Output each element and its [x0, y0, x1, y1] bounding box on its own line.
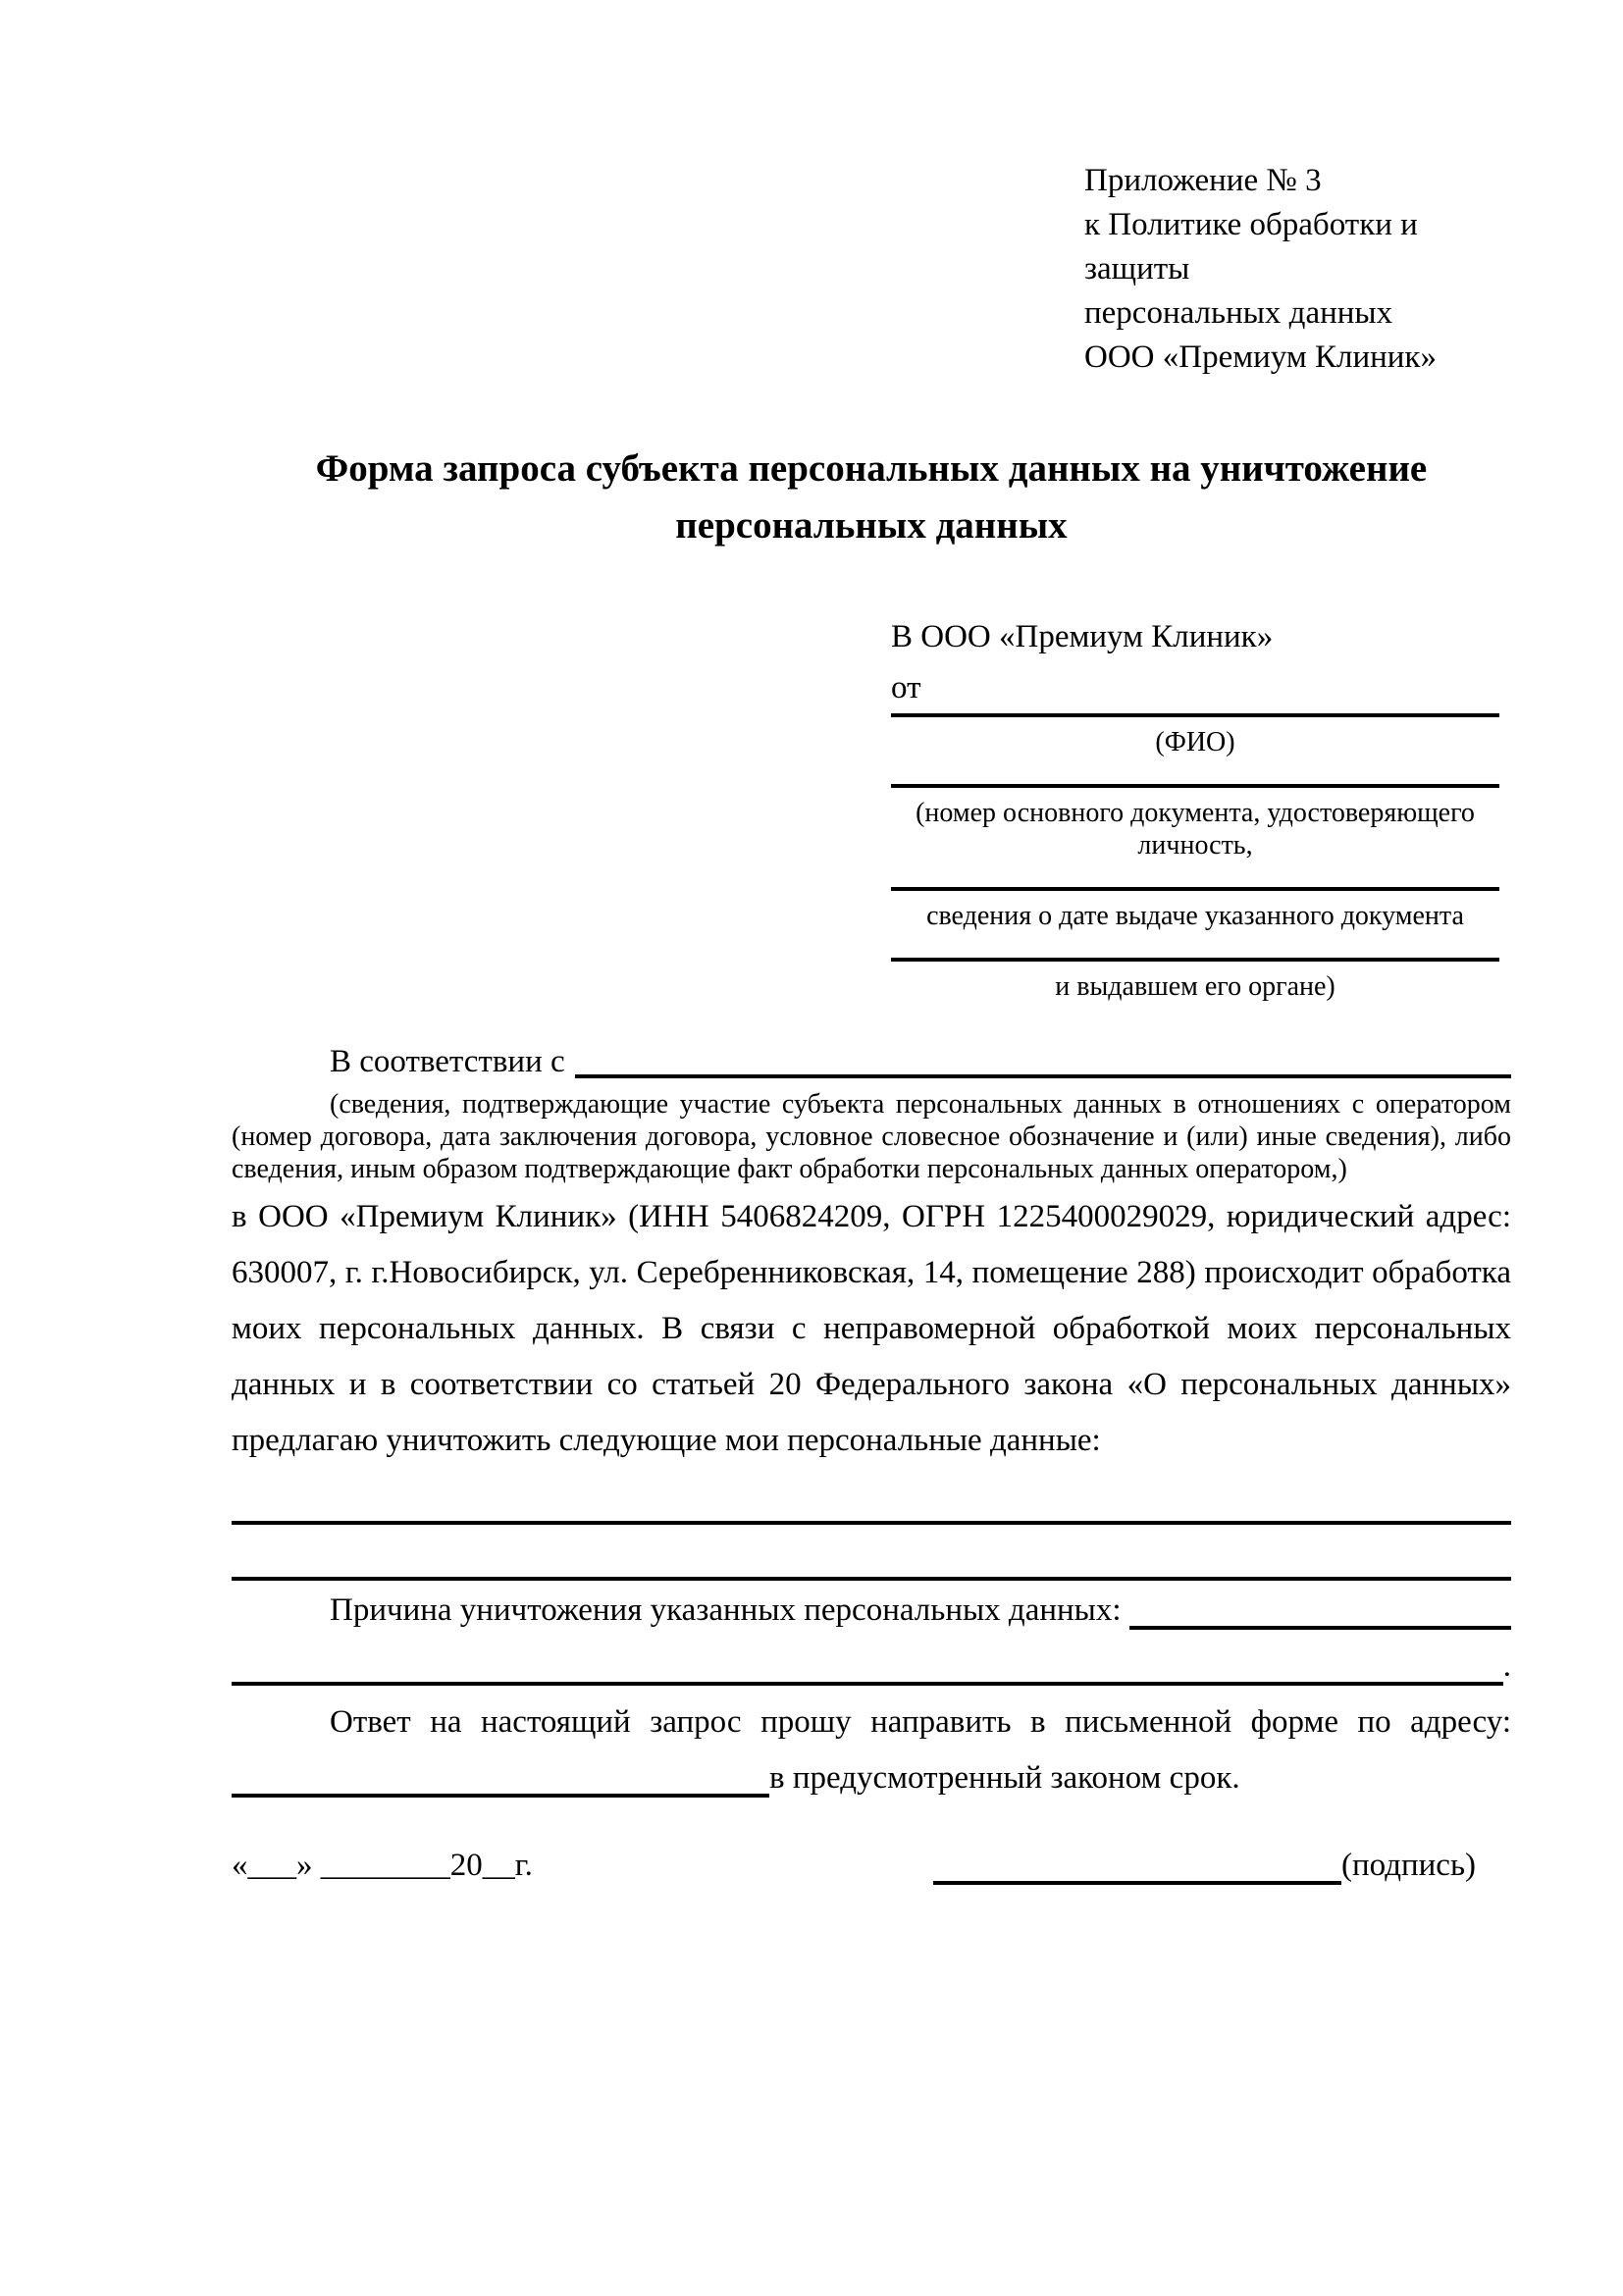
date-signature-row — [232, 1838, 1511, 1894]
appendix-line: персональных данных — [1084, 295, 1393, 331]
page-title: Форма запроса субъекта персональных данных на уничтожение персональных данных — [315, 447, 1428, 547]
reply-address-row — [232, 1750, 1511, 1806]
signature-group — [933, 1838, 1476, 1894]
reason-row — [330, 1583, 1511, 1639]
signature-blank-line — [933, 1881, 1341, 1885]
accordance-note: (сведения, подтверждающие участие субъекта персональных данных в отношениях с оператором (номер договора, дата заключения договора, условное словесное обозначение и (или) иные сведения), либо сведения, иным образом подтверждающие факт обработки персональных данных оператором,) — [232, 1089, 1511, 1184]
personal-data-blank-line-2 — [232, 1525, 1511, 1581]
reply-request-tail: в предусмотренный законом срок. — [769, 1760, 1240, 1796]
document-issue-date-blank-line — [891, 887, 1499, 891]
document-issuer-caption: и выдавшем его органе) — [1055, 971, 1335, 1002]
accordance-label: В соответствии с — [330, 1044, 565, 1079]
addressee-from-label: от — [891, 670, 921, 705]
accordance-blank-line — [575, 1074, 1511, 1078]
document-issue-date-caption: сведения о дате выдаче указанного документа — [926, 901, 1464, 931]
reason-line-terminator: . — [1502, 1648, 1511, 1684]
operator-paragraph: в ООО «Премиум Клиник» (ИНН 5406824209, ОГРН 1225400029029, юридический адрес: 630007, г. г.Новосибирск, ул. Серебренниковская, 14, помещение 288) происходит обработка моих персональных данных. В связи с неправомерной обработкой моих персональных данных и в соответствии со статьей 20 Федерального закона «О персональных данных» предлагаю уничтожить следующие мои персональные данные: — [232, 1199, 1511, 1458]
reason-continuation-row — [232, 1639, 1511, 1695]
addressee-block — [891, 611, 1499, 1003]
fio-caption: (ФИО) — [1155, 727, 1235, 757]
accordance-row — [330, 1040, 1511, 1083]
appendix-line: ООО «Премиум Клиник» — [1084, 339, 1437, 375]
addressee-to: В ООО «Премиум Клиник» — [891, 619, 1274, 654]
fio-blank-line — [891, 713, 1499, 717]
reason-continuation-blank-line — [232, 1682, 1503, 1686]
personal-data-blank-line-1 — [232, 1469, 1511, 1525]
date-blank: «___» ________20__г. — [232, 1848, 533, 1883]
document-number-caption: (номер основного документа, удостоверяющего личность, — [916, 798, 1475, 861]
appendix-line: Приложение № 3 — [1084, 163, 1322, 198]
reply-address-blank-line — [232, 1794, 769, 1798]
reply-request-paragraph: Ответ на настоящий запрос прошу направить в письменной форме по адресу: — [330, 1704, 1511, 1740]
reason-blank-line — [1129, 1626, 1511, 1630]
appendix-line: к Политике обработки и защиты — [1084, 207, 1418, 287]
appendix-block — [1084, 159, 1511, 380]
document-number-blank-line — [891, 784, 1499, 788]
document-issuer-blank-line — [891, 958, 1499, 962]
reason-label: Причина уничтожения указанных персональных данных: — [330, 1592, 1122, 1628]
signature-caption: (подпись) — [1341, 1848, 1476, 1883]
